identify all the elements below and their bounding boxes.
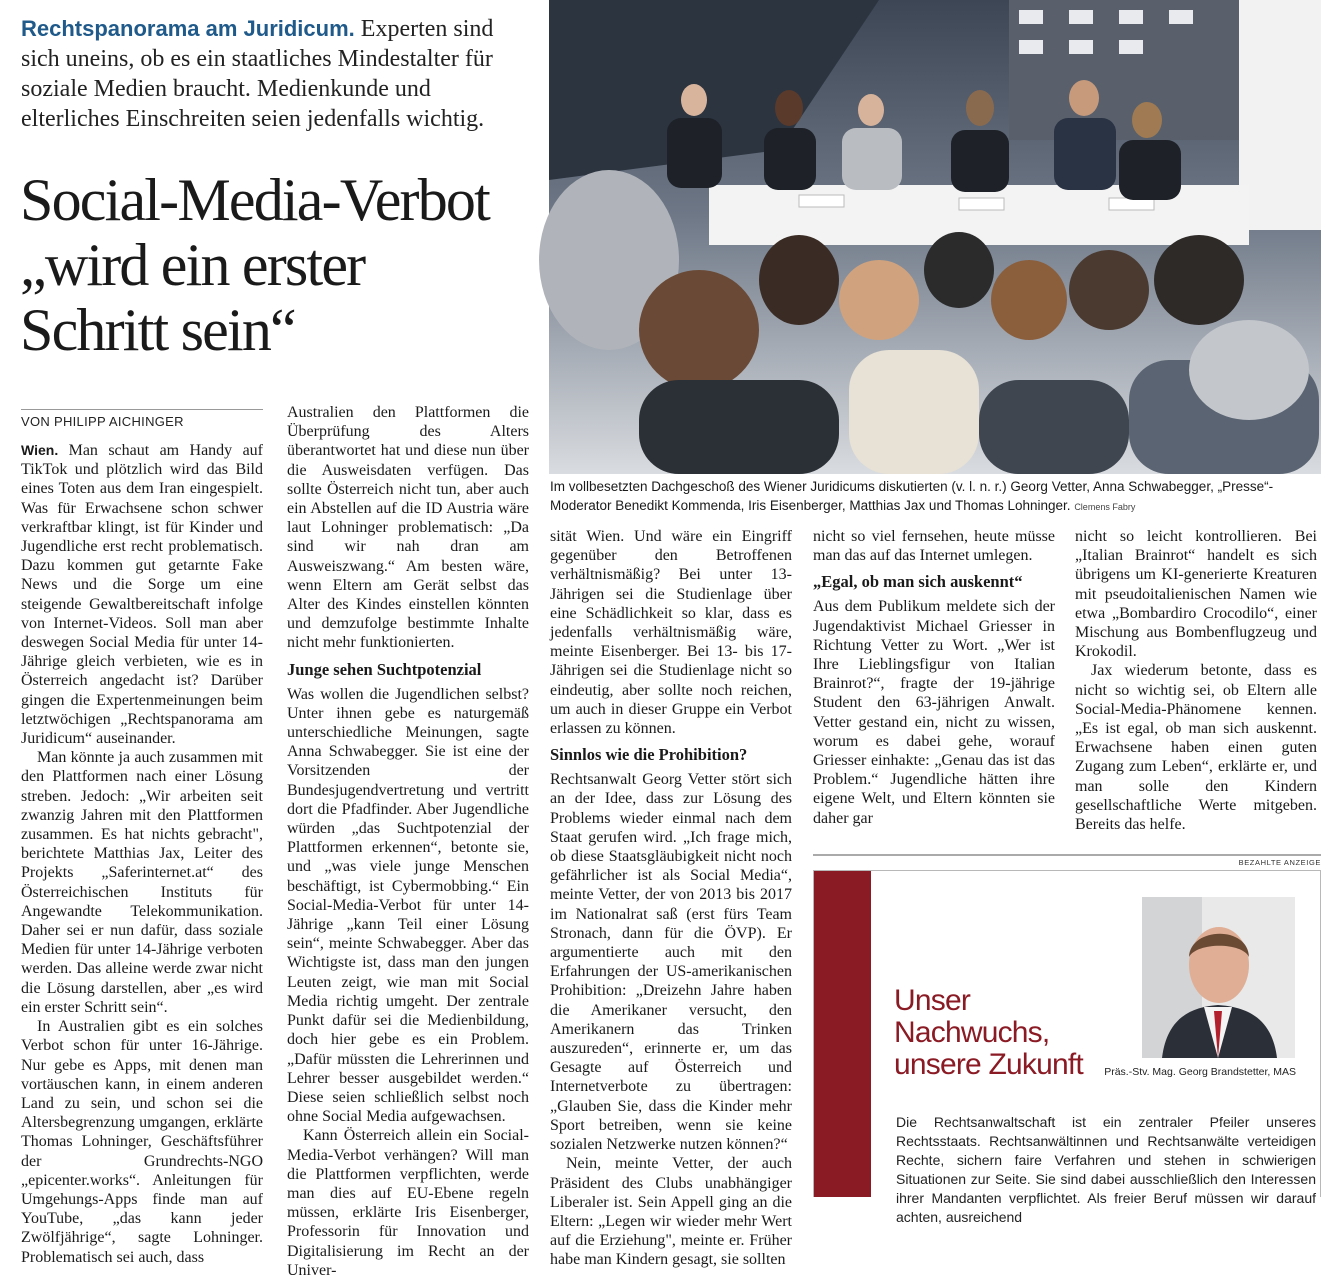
ad-accent-stripe bbox=[814, 871, 871, 1197]
ad-title-line-3: unsere Zukunft bbox=[894, 1048, 1083, 1081]
article-column-2 bbox=[287, 403, 529, 1280]
byline: VON PHILIPP AICHINGER bbox=[21, 409, 263, 429]
ad-title-line-2: Nachwuchs, bbox=[894, 1016, 1050, 1049]
photo-caption bbox=[550, 477, 1320, 517]
subheading: Sinnlos wie die Prohibition? bbox=[550, 745, 748, 765]
kicker-text: Experten sind sich uneins, ob es ein staatliches Mindestalter für soziale Medien braucht. Medienkunde und elterliches Einschreiten seien jedenfalls wichtig. bbox=[21, 16, 494, 132]
ad-divider bbox=[813, 854, 1321, 856]
paragraph: Man könnte ja auch zusammen mit den Plattformen nach einer Lösung streben. Jedoch: „Wir arbeiten seit zwanzig Jahren mit den Plattformen zusammen. Es hat nichts gebracht", berichtete Matthias Jax, Leiter des Projekts „Saferinternet.at“ des Österreichischen Instituts für Angewandte Telekommunikation. Daher sei er nun dafür, dass soziale Medien für unter 14-Jährige verboten werden. Das alleine werde zwar nicht die Lösung darstellen, aber „es wird ein erster Schritt sein“. bbox=[21, 749, 263, 1016]
paragraph: nicht so leicht kontrollieren. Bei „Italian Brainrot“ handelt es sich übrigens um KI-generierte Kreaturen mit pseudoitalienischen Namen wie etwa „Bombardiro Crocodilo“, einer Mischung aus Bombenflugzeug und Krokodil. bbox=[1075, 528, 1317, 661]
kicker-label: Rechtspanorama am Juridicum. bbox=[21, 16, 355, 41]
portrait-photo bbox=[1142, 897, 1295, 1058]
paragraph: sität Wien. Und wäre ein Eingriff gegenüber den Betroffenen verhältnismäßig? Bei unter 13-Jährigen sei die Studienlage über eine Schädlichkeit so klar, dass es jedenfalls verhältnismäßig wäre, meinte Eisenberger. Bei 13- bis 17-Jährigen sei die Studienlage nicht so eindeutig, aber sollte noch reichen, um auch in dieser Gruppe ein Verbot erlassen zu können. bbox=[550, 528, 792, 738]
paragraph bbox=[21, 441, 263, 748]
headline-line-2: „wird ein erster bbox=[20, 232, 365, 298]
ad-title-line-1: Unser bbox=[894, 984, 971, 1017]
paragraph: Aus dem Publikum meldete sich der Jugendaktivist Michael Griesser in Richtung Vetter zu Wort. „Wer ist Ihre Lieblingsfigur von Italian Brainrot?“, fragte der 19-jährige Student den 63-jährigen Anwalt. Vetter gestand ein, nicht zu wissen, worum es dabei gehe, worauf Griesser einhakte: „Genau das ist das Problem.“ Jugendliche hätten ihre eigene Welt, und Eltern könnten sie daher gar bbox=[813, 598, 1055, 827]
caption-text: Im vollbesetzten Dachgeschoß des Wiener Juridicums diskutierten (v. l. n. r.) Georg Vetter, Anna Schwabegger, „Presse“-Moderator Benedikt Kommenda, Iris Eisenberger, Matthias Jax und Thomas Lohninger. bbox=[550, 479, 1274, 513]
advertisement bbox=[813, 870, 1321, 1225]
portrait-caption: Präs.-Stv. Mag. Georg Brandstetter, MAS bbox=[1104, 1066, 1296, 1078]
article-column-5 bbox=[1075, 527, 1317, 834]
article-column-1 bbox=[21, 441, 263, 1267]
article-kicker bbox=[21, 14, 531, 134]
paragraph: Rechtsanwalt Georg Vetter stört sich an der Idee, dass zur Lösung des Problems wieder einmal nach dem Staat gerufen wird. „Ich frage mich, ob diese Staatsgläubigkeit nicht noch gefährlicher ist als Social Media“, meinte Vetter, der von 2013 bis 2017 im Nationalrat saß (erst fürs Team Stronach, dann für die ÖVP). Er argumentierte auch mit den Erfahrungen der US-amerikanischen Prohibition: „Dreizehn Jahre haben die Amerikaner versucht, den Amerikanern das Trinken auszureden“, erinnerte er, um das Gesagte auf Österreich und Internetverbote zu übertragen: „Glauben Sie, dass die Kinder mehr Sport betreiben, wenn sie keine sozialen Netzwerke nutzen können?“ bbox=[550, 771, 792, 1154]
ad-title bbox=[894, 985, 1114, 1081]
ad-body-text: Die Rechtsanwaltschaft ist ein zentraler Pfeiler unseres Rechtsstaats. Rechtsanwältinnen und Rechtsanwälte verteidigen Rechte, sichern faire Verfahren und stehen in schwierigen Situationen zur Seite. Sie sind dabei ausschließlich den Interessen ihrer Mandanten verpflichtet. Als freier Beruf müssen wir darauf achten, ausreichend bbox=[896, 1114, 1316, 1225]
paragraph: Jax wiederum betonte, dass es nicht so wichtig sei, ob Eltern alle Social-Media-Phänomene kennen. „Es ist egal, ob man sich auskennt. Erwachsene haben einen guten Zugang zum Leben“, erklärte er, und man solle den Kindern gesellschaftliche Werte mitgeben. Bereits das helfe. bbox=[1075, 662, 1317, 834]
paragraph: Was wollen die Jugendlichen selbst? Unter ihnen gebe es naturgemäß unterschiedliche Meinungen, sagte Anna Schwabegger. Sie ist eine der Vorsitzenden der Bundesjugendvertretung und vertritt dort die Pfadfinder. Aber Jugendliche würden „das Suchtpotenzial der Plattformen erkennen“, betonte sie, und „was viele junge Menschen beschäftigt, ist Cybermobbing.“ Ein Social-Media-Verbot für unter 14-Jährige „kann Teil einer Lösung sein“, meinte Schwabegger. Aber das Wichtigste ist, dass man den jungen Leuten zeigt, wie man mit Social Media richtig umgeht. Der zentrale Punkt dafür sei die Medienbildung, doch hier gebe es ein Problem. „Dafür müssten die Lehrerinnen und Lehrer besser ausgebildet werden.“ Diese seien schließlich selbst noch ohne Social Media aufgewachsen. bbox=[287, 685, 529, 1126]
dateline: Wien. bbox=[21, 442, 59, 458]
article-column-4 bbox=[813, 527, 1055, 828]
headline-line-3: Schritt sein“ bbox=[20, 297, 295, 363]
paragraph-text: Man schaut am Handy auf TikTok und plötzlich wird das Bild eines Toten aus dem Iran eingespielt. Was für Erwachsene schon schwer verkraftbar klingt, ist für Kinder und Jugendliche erst recht problematisch. Dazu kommen gut getarnte Fake News und die Sorge um eine steigende Gewaltbereitschaft infolge von Internet-Videos. Soll man aber deswegen Social Media für unter 14-Jährige gleich verbieten, wie es in Österreich angedacht ist? Darüber gingen die Expertenmeinungen beim letztwöchigen „Rechtspanorama am Juridicum“ auseinander. bbox=[21, 442, 263, 748]
paragraph: Nein, meinte Vetter, der auch Präsident des Clubs unabhängiger Liberaler ist. Sein Appell ging an die Eltern: „Legen wir wieder mehr Wert auf die Erziehung", meinte er. Früher habe man Kindern gesagt, sie sollten bbox=[550, 1155, 792, 1269]
ad-label: BEZAHLTE ANZEIGE bbox=[1238, 858, 1321, 867]
photo-credit: Clemens Fabry bbox=[1074, 502, 1136, 512]
portrait-illustration bbox=[1142, 897, 1295, 1058]
paragraph: Kann Österreich allein ein Social-Media-Verbot verhängen? Will man die Plattformen verpflichten, werde man dies auf EU-Ebene regeln müssen, erklärte Iris Eisenberger, Professorin für Innovation und Digitalisierung im Recht an der Univer- bbox=[287, 1127, 529, 1279]
subheading: Junge sehen Suchtpotenzial bbox=[287, 659, 482, 679]
headline-line-1: Social-Media-Verbot bbox=[20, 167, 489, 233]
headline bbox=[20, 168, 540, 363]
article-column-3 bbox=[550, 527, 792, 1270]
paragraph: Australien den Plattformen die Überprüfung des Alters überantwortet hat und diese nun über die Ausweisdaten verfügen. Das sollte Österreich nicht tun, aber auch ein Abstellen auf die ID Austria wäre laut Lohninger problematisch: „Da sind wir nah dran am Ausweiszwang.“ Am besten wäre, wenn Eltern am Gerät selbst das Alter des Kindes einstellen könnten und demzufolge bestimmte Inhalte nicht mehr funktionierten. bbox=[287, 404, 529, 652]
paragraph: In Australien gibt es ein solches Verbot schon für unter 16-Jährige. Nur gebe es Apps, mit denen man vortäuschen kann, in einem anderen Land zu sein, und schon sei die Altersbegrenzung umgangen, erklärte Thomas Lohninger, Geschäftsführer der Grundrechts-NGO „epicenter.works“. Anleitungen für Umgehungs-Apps finde man auf YouTube, „das kann jeder Zwölfjährige“, sagte Lohninger. Problematisch sei auch, dass bbox=[21, 1018, 263, 1266]
subheading: „Egal, ob man sich auskennt“ bbox=[813, 572, 1023, 592]
panel-discussion-photo bbox=[549, 0, 1321, 474]
photo-illustration bbox=[549, 0, 1321, 474]
paragraph: nicht so viel fernsehen, heute müsse man das auf das Internet umlegen. bbox=[813, 528, 1055, 565]
